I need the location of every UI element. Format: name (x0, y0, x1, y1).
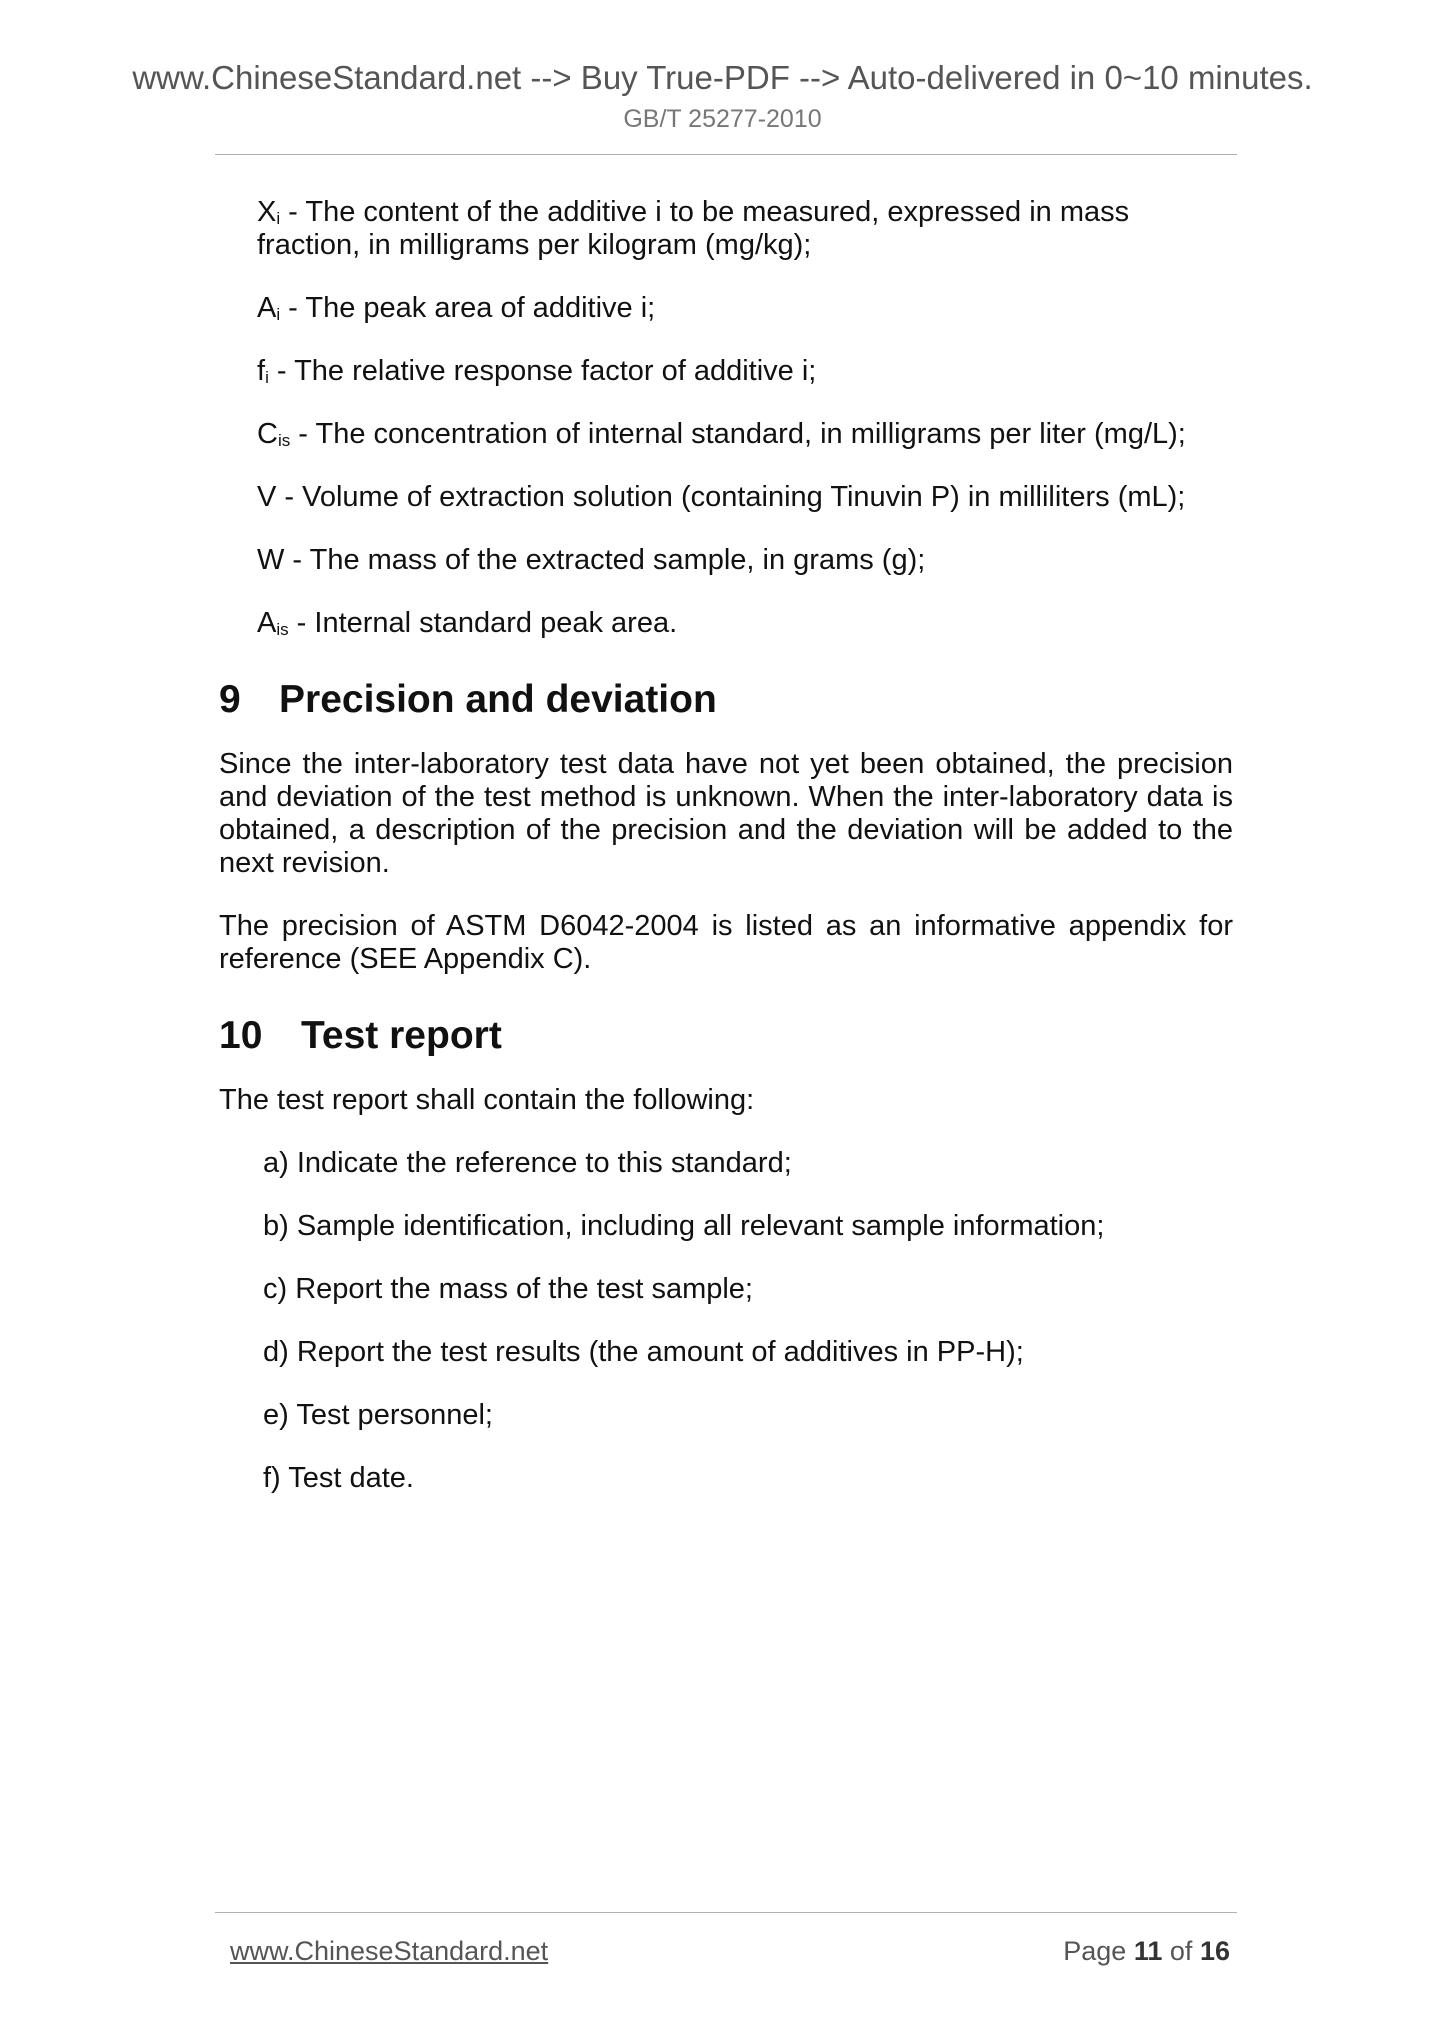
footer-site-link[interactable]: www.ChineseStandard.net (230, 1936, 549, 1966)
definition-item: $f_i$ - The relative response factor of additive i; (257, 355, 817, 387)
list-item: a) Indicate the reference to this standard; (263, 1147, 792, 1179)
page-indicator: Page 11 of 16 (1063, 1936, 1230, 1966)
footer-divider (215, 1912, 1237, 1913)
section-number: 10 (219, 1014, 263, 1057)
definitions-list (257, 196, 1233, 640)
paragraph: The precision of ASTM D6042-2004 is listed as an informative appendix for reference (SEE Appendix C). (219, 910, 1233, 975)
paragraph: The test report shall contain the following: (219, 1084, 755, 1116)
symbol: $f_i$ (257, 355, 269, 387)
banner-text: www.ChineseStandard.net --> Buy True-PDF --> Auto-delivered in 0~10 minutes. (132, 59, 1313, 96)
list-item: f) Test date. (263, 1462, 414, 1494)
definition-item: $X_i$ - The content of the additive i to be measured, expressed in mass fraction, in milligrams per kilogram (mg/kg); (257, 196, 1130, 261)
list-item: b) Sample identification, including all relevant sample information; (263, 1210, 1105, 1242)
definition-item: W - The mass of the extracted sample, in grams (g); (257, 544, 926, 576)
definition-item: $A_i$ - The peak area of additive i; (257, 292, 656, 324)
definition-item: V - Volume of extraction solution (containing Tinuvin P) in milliliters (mL); (257, 481, 1186, 513)
section-number: 9 (219, 678, 241, 721)
symbol: $A_i$ (257, 292, 281, 324)
symbol: W (257, 544, 285, 576)
section-10-heading (219, 1014, 1233, 1058)
section-9-heading (219, 678, 1233, 722)
header-divider (215, 154, 1237, 155)
symbol: $A_{is}$ (257, 607, 289, 639)
section-title: Precision and deviation (279, 678, 717, 721)
list-item: d) Report the test results (the amount of additives in PP-H); (263, 1336, 1024, 1368)
list-item: e) Test personnel; (263, 1399, 493, 1431)
report-items-list (263, 1147, 1233, 1495)
symbol: $X_i$ (257, 196, 281, 228)
list-item: c) Report the mass of the test sample; (263, 1273, 753, 1305)
definition-item: $C_{is}$ - The concentration of internal standard, in milligrams per liter (mg/L); (257, 418, 1186, 450)
symbol: V (257, 481, 277, 513)
section-title: Test report (301, 1014, 502, 1057)
definition-item: $A_{is}$ - Internal standard peak area. (257, 607, 678, 639)
page-body (219, 196, 1233, 1525)
standard-code: GB/T 25277-2010 (623, 105, 822, 133)
symbol: $C_{is}$ (257, 418, 291, 450)
paragraph: Since the inter-laboratory test data have not yet been obtained, the precision and deviation of the test method is unknown. When the inter-laboratory data is obtained, a description of the precision and the deviation will be added to the next revision. (219, 748, 1233, 879)
